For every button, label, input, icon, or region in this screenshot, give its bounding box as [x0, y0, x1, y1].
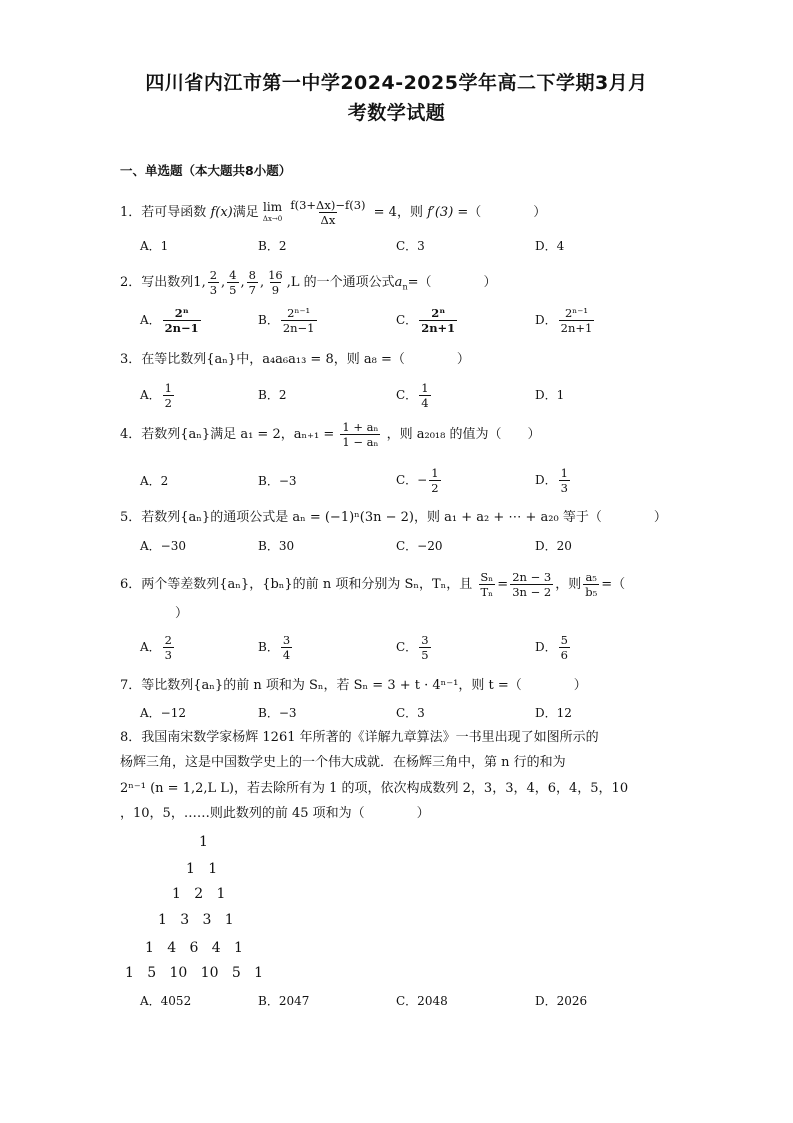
q2-f3-num: 8 — [248, 268, 256, 282]
q1-paren: （ ） — [468, 205, 547, 220]
q6-tn: Tₙ — [480, 585, 494, 599]
question-8 — [120, 728, 599, 748]
q4-fraction — [340, 420, 380, 449]
exam-title-line2: 考数学试题 — [347, 102, 446, 124]
q2-eq: =（ ） — [407, 275, 497, 290]
q6-close-paren: ） — [175, 606, 189, 621]
q2-pre: 写出数列 — [141, 275, 194, 290]
q1-option-d[interactable]: D．4 — [535, 239, 565, 253]
q3-text: 在等比数列{aₙ}中，a₄a₆a₁₃ = 8，则 a₈ =（ ） — [141, 352, 470, 367]
q2-optB-frac — [281, 306, 317, 335]
q2-optD-frac — [559, 306, 595, 335]
q3-option-a[interactable] — [140, 381, 176, 410]
q7-option-b[interactable]: B．−3 — [258, 706, 297, 720]
q2-option-a[interactable] — [140, 306, 203, 335]
q4-optC-label: C．− — [396, 473, 428, 487]
q3-optA-num: 1 — [164, 381, 172, 395]
q1-option-a[interactable]: A．1 — [140, 239, 169, 253]
q3-number: 3． — [120, 352, 142, 367]
q3-option-c[interactable] — [396, 381, 433, 410]
q4-option-d[interactable] — [535, 466, 572, 495]
q6-mid: ，则 — [555, 577, 582, 592]
q6-number: 6． — [120, 577, 142, 592]
q2-seq-frac-4 — [266, 268, 285, 297]
q6-ratio-value — [510, 570, 553, 599]
question-2: 2．写出数列1, $\frac{2}{3}$ , $\frac{4}{5}$ , $\frac{8}{7}$ , $\frac{16}{9}$ ,L 的一个通项公式$a_n=$（ ） — [120, 268, 497, 297]
q6-rd: 3n − 2 — [512, 585, 552, 599]
q2-optD-label: D． — [535, 313, 557, 327]
q4-optC-num: 1 — [431, 466, 439, 480]
q7-text: 等比数列{aₙ}的前 n 项和为 Sₙ，若 Sₙ = 3 + t · 4ⁿ⁻¹，则 t =（ ） — [141, 678, 587, 693]
q2-seq-lead: 1, — [193, 275, 206, 290]
q5-option-b[interactable]: B．30 — [258, 539, 295, 553]
q2-seq-frac-3 — [247, 268, 258, 297]
q8-option-b[interactable]: B．2047 — [258, 994, 310, 1008]
q2-number: 2． — [120, 275, 142, 290]
q6-a5: a₅ — [585, 570, 597, 584]
q6-optC-label: C． — [396, 640, 418, 654]
q8-number: 8． — [120, 730, 142, 745]
q8-line3: 2ⁿ⁻¹ (n = 1,2,L L)，若去除所有为 1 的项，依次构成数列 2，3，3，4，6，4，5，10 — [120, 781, 629, 796]
q6-optB-den: 4 — [282, 648, 291, 662]
q4-frac-num: 1 + aₙ — [342, 420, 379, 434]
exam-title-line1: 四川省内江市第一中学2024-2025学年高二下学期3月月 — [145, 72, 648, 94]
q8-line4: ，10，5，……则此数列的前 45 项和为（ ） — [120, 806, 430, 821]
q2-optB-label: B． — [258, 313, 279, 327]
q5-option-d[interactable]: D．20 — [535, 539, 572, 553]
q2-optA-num: 2ⁿ — [174, 306, 189, 320]
q4-optD-num: 1 — [560, 466, 568, 480]
q5-option-a[interactable]: A．−30 — [140, 539, 186, 553]
q2-optC-label: C． — [396, 313, 418, 327]
q8-line2: 杨辉三角，这是中国数学史上的一个伟大成就．在杨辉三角中，第 n 行的和为 — [120, 755, 566, 770]
q7-option-d[interactable]: D．12 — [535, 706, 572, 720]
q2-optD-num: 2ⁿ⁻¹ — [564, 306, 588, 320]
q8-option-d[interactable]: D．2026 — [535, 994, 588, 1008]
q2-option-b[interactable] — [258, 306, 319, 335]
triangle-row-3: 1 2 1 — [172, 886, 226, 902]
q2-optC-den: 2n+1 — [421, 321, 456, 335]
q2-f4-num: 16 — [268, 268, 283, 282]
q2-f3-den: 7 — [248, 283, 256, 297]
q1-numerator: f(3+Δx)−f(3) — [290, 198, 366, 212]
q6-optA-num: 2 — [164, 633, 172, 647]
q6-sn: Sₙ — [480, 570, 494, 584]
q7-number: 7． — [120, 678, 142, 693]
q5-option-c[interactable]: C．−20 — [396, 539, 443, 553]
q2-f1-num: 2 — [209, 268, 218, 282]
question-3 — [120, 350, 470, 370]
q6-option-a[interactable] — [140, 633, 176, 662]
q6-post: =（ — [601, 577, 626, 592]
q4-post: ，则 a₂₀₁₈ 的值为（ ） — [386, 427, 541, 442]
q1-lim-word: lim — [263, 199, 283, 214]
q2-seq-frac-1 — [208, 268, 219, 297]
q2-optA-label: A． — [140, 313, 161, 327]
q6-ratio-st — [478, 570, 495, 599]
q6-option-d[interactable] — [535, 633, 572, 662]
q1-mid: 满足 — [232, 205, 259, 220]
q6-option-c[interactable] — [396, 633, 433, 662]
q6-b5: b₅ — [585, 585, 598, 599]
q2-optD-den: 2n+1 — [560, 321, 593, 335]
q4-option-b[interactable]: B．−3 — [258, 474, 297, 488]
q1-number: 1． — [120, 205, 142, 220]
q2-optC-num: 2ⁿ — [431, 306, 446, 320]
q2-optC-frac — [419, 306, 457, 335]
q3-optA-frac — [163, 381, 174, 410]
q4-optC-den: 2 — [431, 481, 439, 495]
q6-pre: 两个等差数列{aₙ}，{bₙ}的前 n 项和分别为 Sₙ，Tₙ，且 — [141, 577, 473, 592]
q8-option-c[interactable]: C．2048 — [396, 994, 448, 1008]
question-1 — [120, 198, 546, 227]
q6-optA-den: 3 — [164, 648, 172, 662]
q6-optA-label: A． — [140, 640, 161, 654]
q4-pre: 若数列{aₙ}满足 a₁ = 2， — [141, 427, 294, 442]
q6-optD-frac — [559, 633, 570, 662]
question-5 — [120, 508, 667, 528]
q1-denominator: Δx — [320, 213, 336, 227]
q4-rec: aₙ₊₁ = — [293, 427, 335, 442]
q2-an: a — [394, 275, 403, 290]
q6-optD-label: D． — [535, 640, 557, 654]
q4-optD-label: D． — [535, 473, 557, 487]
q2-f2-num: 4 — [229, 268, 237, 282]
triangle-row-5: 1 4 6 4 1 — [145, 940, 243, 956]
q2-optA-den: 2n−1 — [164, 321, 199, 335]
q2-seq-frac-2 — [227, 268, 238, 297]
q5-number: 5． — [120, 510, 142, 525]
triangle-row-6: 1 5 10 10 5 1 — [125, 965, 264, 981]
q5-text: 若数列{aₙ}的通项公式是 aₙ = (−1)ⁿ(3n − 2)，则 a₁ + a₂ + ⋯ + a₂₀ 等于（ ） — [141, 510, 667, 525]
q7-option-c[interactable]: C．3 — [396, 706, 425, 720]
q6-optD-den: 6 — [560, 648, 568, 662]
q6-rn: 2n − 3 — [512, 570, 552, 584]
section-heading: 一、单选题（本大题共8小题） — [120, 163, 292, 178]
question-4 — [120, 420, 540, 449]
q1-deriv: f′(3) = — [427, 205, 469, 220]
q1-option-c[interactable]: C．3 — [396, 239, 425, 253]
q4-optC-frac — [429, 466, 440, 495]
q4-option-c[interactable] — [396, 466, 443, 495]
q6-optB-frac — [281, 633, 292, 662]
q4-optD-frac — [559, 466, 570, 495]
q2-optB-den: 2n−1 — [282, 321, 315, 335]
q6-optA-frac — [163, 633, 174, 662]
q2-optB-num: 2ⁿ⁻¹ — [287, 306, 311, 320]
q8-line1: 我国南宋数学家杨辉 1261 年所著的《详解九章算法》一书里出现了如图所示的 — [141, 730, 599, 745]
q6-option-b[interactable] — [258, 633, 294, 662]
q4-optD-den: 3 — [560, 481, 568, 495]
q1-func: f(x) — [210, 205, 233, 220]
q1-limit — [263, 201, 282, 225]
q2-f1-den: 3 — [209, 283, 218, 297]
q2-post: 的一个通项公式 — [303, 275, 395, 290]
q2-option-c[interactable] — [396, 306, 459, 335]
q6-optD-num: 5 — [560, 633, 568, 647]
q2-option-d[interactable] — [535, 306, 596, 335]
q2-f4-den: 9 — [271, 283, 280, 297]
q2-optA-frac — [163, 306, 201, 335]
question-7 — [120, 676, 587, 696]
q6-optC-frac — [419, 633, 430, 662]
q8-option-a[interactable]: A．4052 — [140, 994, 192, 1008]
triangle-row-1: 1 — [199, 834, 208, 850]
q1-option-b[interactable]: B．2 — [258, 239, 287, 253]
q3-optA-den: 2 — [164, 396, 172, 410]
q6-ratio-ab — [583, 570, 599, 599]
q6-optB-label: B． — [258, 640, 279, 654]
q4-option-a[interactable]: A．2 — [140, 474, 169, 488]
q3-option-d[interactable]: D．1 — [535, 388, 565, 402]
triangle-row-2: 1 1 — [186, 861, 218, 877]
q2-an-sub: n — [402, 282, 408, 292]
q7-option-a[interactable]: A．−12 — [140, 706, 186, 720]
q3-optA-label: A． — [140, 388, 161, 402]
q1-lim-under: Δx→0 — [262, 214, 283, 223]
q1-equals: = 4，则 — [373, 205, 423, 220]
q3-option-b[interactable]: B．2 — [258, 388, 287, 402]
question-6: 6．两个等差数列{aₙ}，{bₙ}的前 n 项和分别为 Sₙ，Tₙ，且 $\frac{\text{Sₙ}}{\text{Tₙ}}$ = $\frac{2n - 3}{3n - 2}$ ，则 $\frac{\text{a₅}}{\text{b₅}}$ =（ — [120, 570, 626, 599]
q1-fraction — [288, 198, 367, 227]
q6-optC-num: 3 — [421, 633, 429, 647]
q2-seq-tail: ,L — [286, 275, 300, 290]
q3-optC-den: 4 — [421, 396, 429, 410]
triangle-row-4: 1 3 3 1 — [158, 912, 234, 928]
q3-optC-label: C． — [396, 388, 418, 402]
q4-frac-den: 1 − aₙ — [342, 435, 379, 449]
q6-optB-num: 3 — [282, 633, 291, 647]
q3-optC-frac — [419, 381, 430, 410]
q2-f2-den: 5 — [229, 283, 237, 297]
q4-number: 4． — [120, 427, 142, 442]
q6-optC-den: 5 — [421, 648, 429, 662]
q1-pre: 若可导函数 — [141, 205, 207, 220]
q3-optC-num: 1 — [421, 381, 429, 395]
